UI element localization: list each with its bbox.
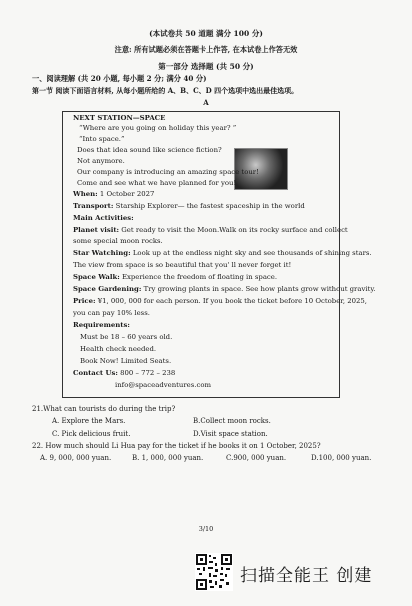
walk-label: Space Walk: (73, 273, 120, 281)
page-number: 3/10 (198, 525, 214, 533)
star-text-cont: The view from space is so beautiful that you' ll never forget it! (73, 261, 292, 269)
planet-text-cont: some special moon rocks. (73, 237, 163, 245)
section-title: 一、阅读理解 (共 20 小题, 每小题 2 分; 满分 40 分) (32, 74, 207, 83)
option-22-a: A. 9, 000, 000 yuan. (40, 454, 112, 462)
planet-text: Get ready to visit the Moon.Walk on its rocky surface and collect (121, 226, 348, 234)
ad-line: “Where are you going on holiday this year? ” (79, 124, 237, 132)
garden-label: Space Gardening: (73, 285, 142, 293)
when-value: 1 October 2027 (99, 190, 155, 198)
transport-label: Transport: (73, 202, 114, 210)
ad-line: Come and see what we have planned for you! (77, 179, 237, 187)
exam-notice: 注意: 所有试题必须在答题卡上作答, 在本试卷上作答无效 (114, 45, 298, 54)
option-21-c: C. Pick delicious fruit. (52, 430, 131, 438)
exam-info: (本试卷共 50 道题 满分 100 分) (149, 29, 263, 38)
option-21-a: A. Explore the Mars. (52, 417, 126, 425)
requirement-item: Book Now! Limited Seats. (80, 357, 172, 365)
scanner-watermark: 扫描全能王 创建 (240, 566, 373, 586)
garden-text: Try growing plants in space. See how plants grow without gravity. (143, 285, 376, 293)
section-instruction: 第一节 阅读下面语言材料, 从每小题所给的 A、B、C、D 四个选项中选出最佳选项。 (32, 86, 299, 95)
star-label: Star Watching: (73, 249, 131, 257)
ad-line: Our company is introducing an amazing space tour! (77, 168, 259, 176)
when-row (73, 190, 154, 199)
garden-row (73, 285, 376, 294)
option-21-b: B.Collect moon rocks. (193, 417, 271, 425)
part-title: 第一部分 选择题 (共 50 分) (158, 62, 254, 71)
requirement-item: Must be 18 – 60 years old. (80, 333, 173, 341)
option-21-d: D.Visit space station. (193, 430, 268, 438)
activities-label: Main Activities: (73, 214, 134, 222)
ad-line: Does that idea sound like science fiction? (77, 146, 222, 154)
contact-row (73, 369, 175, 378)
transport-row (73, 202, 305, 211)
requirement-item: Health check needed. (80, 345, 157, 353)
when-label: When: (73, 190, 98, 198)
phone-number: 800 – 772 – 238 (120, 369, 176, 377)
star-row (73, 249, 372, 258)
transport-value: Starship Explorer— the fastest spaceship in the world (115, 202, 305, 210)
walk-row (73, 273, 277, 282)
walk-text: Experience the freedom of floating in space. (121, 273, 278, 281)
star-text: Look up at the endless night sky and see thousands of shining stars. (132, 249, 372, 257)
question-21: 21.What can tourists do during the trip? (32, 405, 176, 413)
ad-title: NEXT STATION—SPACE (73, 114, 166, 122)
contact-label: Contact Us: (73, 369, 118, 377)
question-22: 22. How much should Li Hua pay for the ticket if he books it on 1 October, 2025? (32, 442, 321, 450)
passage-label: A (203, 98, 209, 107)
email-address: info@spaceadventures.com (115, 381, 211, 389)
ad-line: Not anymore. (77, 157, 125, 165)
qr-code-icon (195, 553, 233, 591)
option-22-d: D.100, 000 yuan. (311, 454, 372, 462)
price-label: Price: (73, 297, 96, 305)
option-22-b: B. 1, 000, 000 yuan. (132, 454, 204, 462)
price-text-cont: you can pay 10% less. (73, 309, 150, 317)
requirements-label: Requirements: (73, 321, 130, 329)
planet-row (73, 226, 348, 235)
price-row (73, 297, 367, 306)
ad-line: “Into space.” (79, 135, 125, 143)
planet-label: Planet visit: (73, 226, 120, 234)
option-22-c: C.900, 000 yuan. (226, 454, 287, 462)
price-text: ¥1, 000, 000 for each person. If you book the ticket before 10 October, 2025, (97, 297, 367, 305)
